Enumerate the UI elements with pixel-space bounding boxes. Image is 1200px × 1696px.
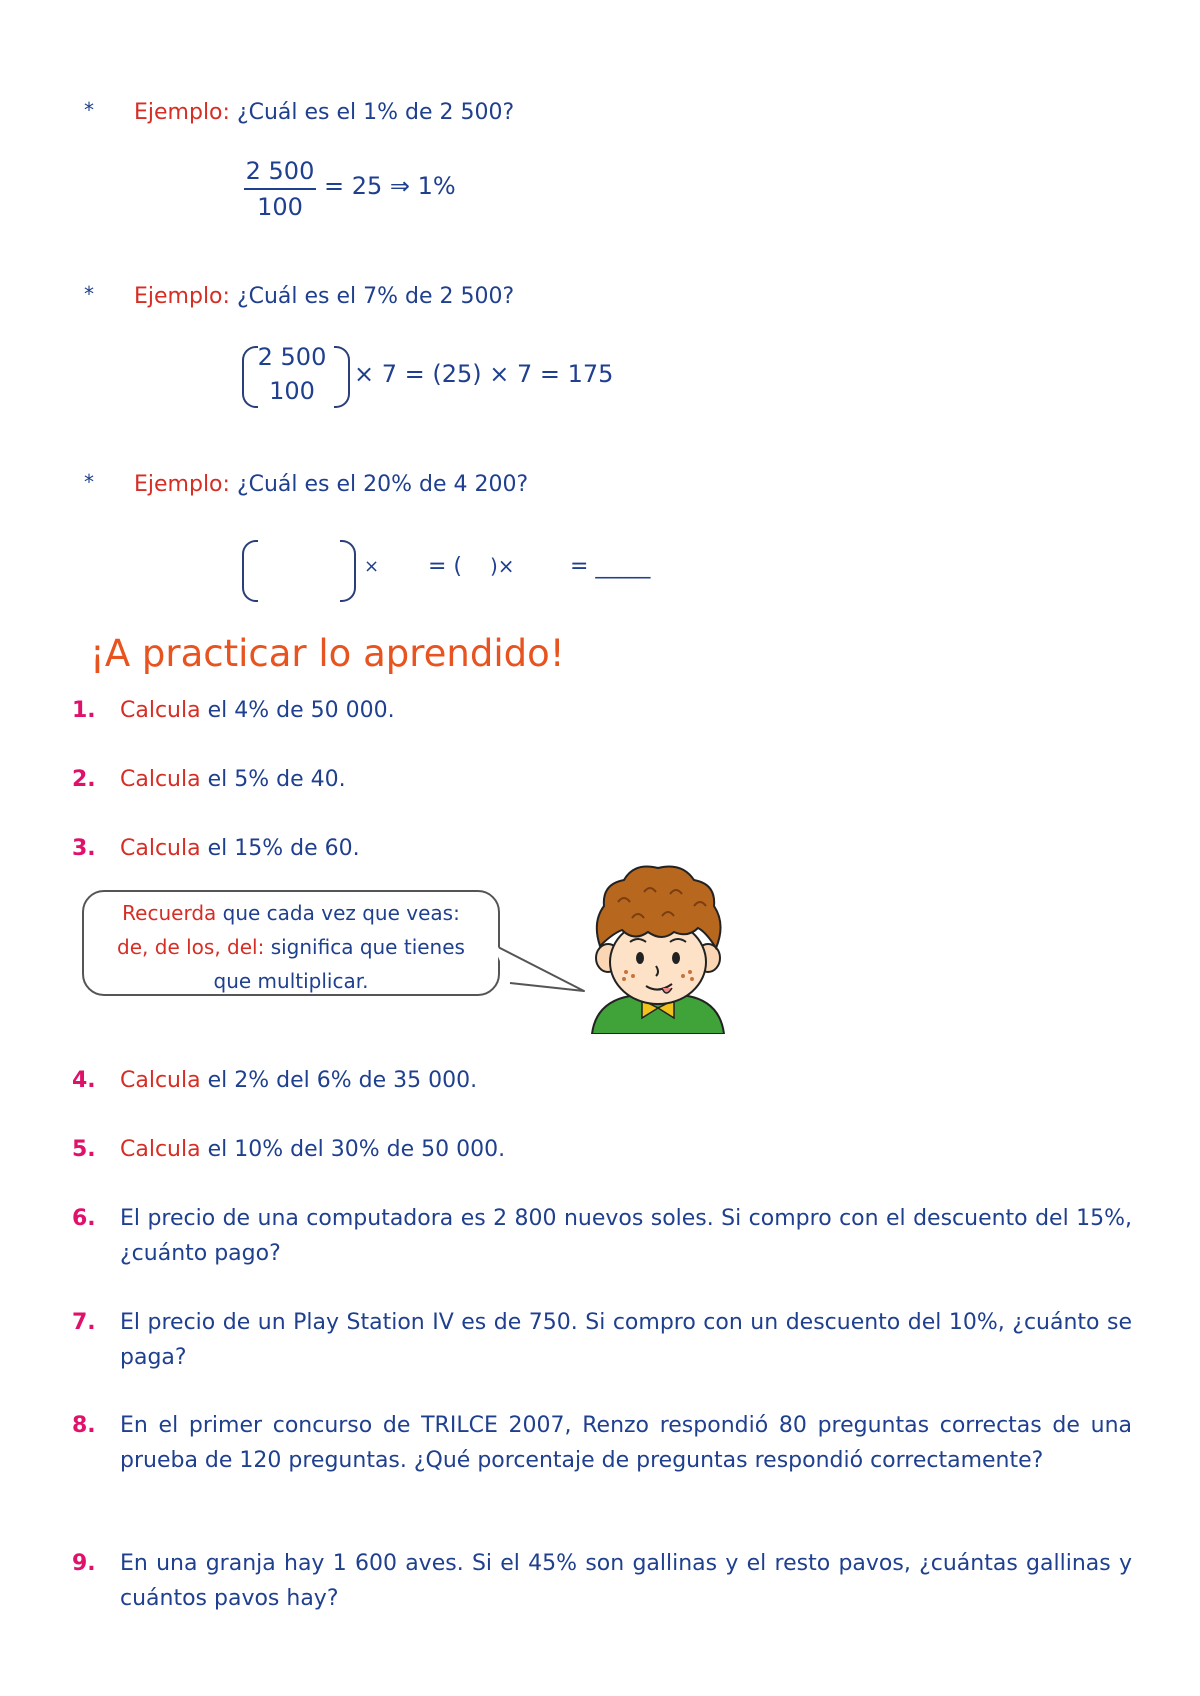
exercise-text: el 4% de 50 000. (200, 698, 395, 723)
numerator: 2 500 (245, 157, 315, 185)
bubble-tail (496, 945, 588, 995)
denominator: 100 (257, 193, 303, 221)
exercise-3 (72, 831, 1132, 866)
exercise-5 (72, 1132, 1132, 1167)
exercise-7 (72, 1305, 1132, 1375)
reminder-keywords: de, de los, del: (117, 935, 265, 959)
right-parenthesis (334, 346, 350, 408)
exercise-keyword: Calcula (120, 1137, 201, 1162)
example-1-result: = 25 ⇒ 1% (324, 172, 456, 200)
example-2-result: × 7 = (25) × 7 = 175 (354, 360, 614, 388)
bullet-3: * (84, 470, 94, 494)
reminder-text: significa que tienes (264, 935, 465, 959)
reminder-line-1 (84, 896, 498, 930)
example-label: Ejemplo: (134, 100, 230, 125)
exercise-1 (72, 693, 1132, 728)
exercise-number: 9. (72, 1551, 96, 1576)
example-2-title (134, 284, 514, 309)
exercise-text: El precio de un Play Station IV es de 750. Si compro con un descuento del 10%, ¿cuánto se paga? (120, 1310, 1132, 1370)
times-sign: × (364, 556, 380, 577)
exercise-text: el 10% del 30% de 50 000. (200, 1137, 506, 1162)
exercise-text: el 15% de 60. (200, 836, 360, 861)
exercise-9 (72, 1546, 1132, 1616)
example-label: Ejemplo: (134, 472, 230, 497)
example-question: ¿Cuál es el 1% de 2 500? (236, 100, 515, 125)
right-parenthesis (340, 540, 356, 602)
exercise-text: el 5% de 40. (200, 767, 346, 792)
exercise-keyword: Calcula (120, 836, 201, 861)
exercise-number: 5. (72, 1137, 96, 1162)
close-times: )× (490, 554, 515, 578)
denominator: 100 (269, 377, 315, 405)
exercise-8 (72, 1408, 1132, 1478)
exercise-text: En una granja hay 1 600 aves. Si el 45% son gallinas y el resto pavos, ¿cuántas gallinas y cuántos pavos hay? (120, 1551, 1132, 1611)
section-heading: ¡A practicar lo aprendido! (90, 632, 565, 675)
exercise-2 (72, 762, 1132, 797)
exercise-number: 7. (72, 1310, 96, 1335)
exercise-keyword: Calcula (120, 698, 201, 723)
exercise-number: 4. (72, 1068, 96, 1093)
reminder-line-3: que multiplicar. (213, 969, 369, 993)
exercise-text: el 2% del 6% de 35 000. (200, 1068, 478, 1093)
reminder-line-2 (84, 930, 498, 964)
exercise-number: 1. (72, 698, 96, 723)
exercise-number: 8. (72, 1413, 96, 1438)
fraction-2 (252, 340, 332, 408)
answer-blank: = _____ (570, 554, 651, 579)
boy-illustration (578, 862, 738, 1034)
reminder-keyword: Recuerda (122, 901, 217, 925)
bullet-1: * (84, 98, 94, 122)
numerator: 2 500 (257, 343, 327, 371)
example-question: ¿Cuál es el 20% de 4 200? (236, 472, 529, 497)
exercise-text: El precio de una computadora es 2 800 nuevos soles. Si compro con el descuento del 15%, ¿cuánto pago? (120, 1206, 1132, 1266)
bullet-2: * (84, 282, 94, 306)
reminder-bubble (82, 890, 500, 996)
example-3-title (134, 472, 528, 497)
exercise-4 (72, 1063, 1132, 1098)
exercise-number: 6. (72, 1206, 96, 1231)
exercise-text: En el primer concurso de TRILCE 2007, Renzo respondió 80 preguntas correctas de una prueba de 120 preguntas. ¿Qué porcentaje de preguntas respondió correctamente? (120, 1413, 1132, 1473)
exercise-number: 3. (72, 836, 96, 861)
equals-open: = ( (428, 554, 463, 579)
example-1-title (134, 100, 514, 125)
exercise-number: 2. (72, 767, 96, 792)
left-parenthesis (242, 540, 258, 602)
example-question: ¿Cuál es el 7% de 2 500? (236, 284, 515, 309)
exercise-keyword: Calcula (120, 767, 201, 792)
reminder-text: que cada vez que veas: (216, 901, 460, 925)
fraction-1 (242, 154, 318, 224)
exercise-6 (72, 1201, 1132, 1271)
exercise-keyword: Calcula (120, 1068, 201, 1093)
example-label: Ejemplo: (134, 284, 230, 309)
